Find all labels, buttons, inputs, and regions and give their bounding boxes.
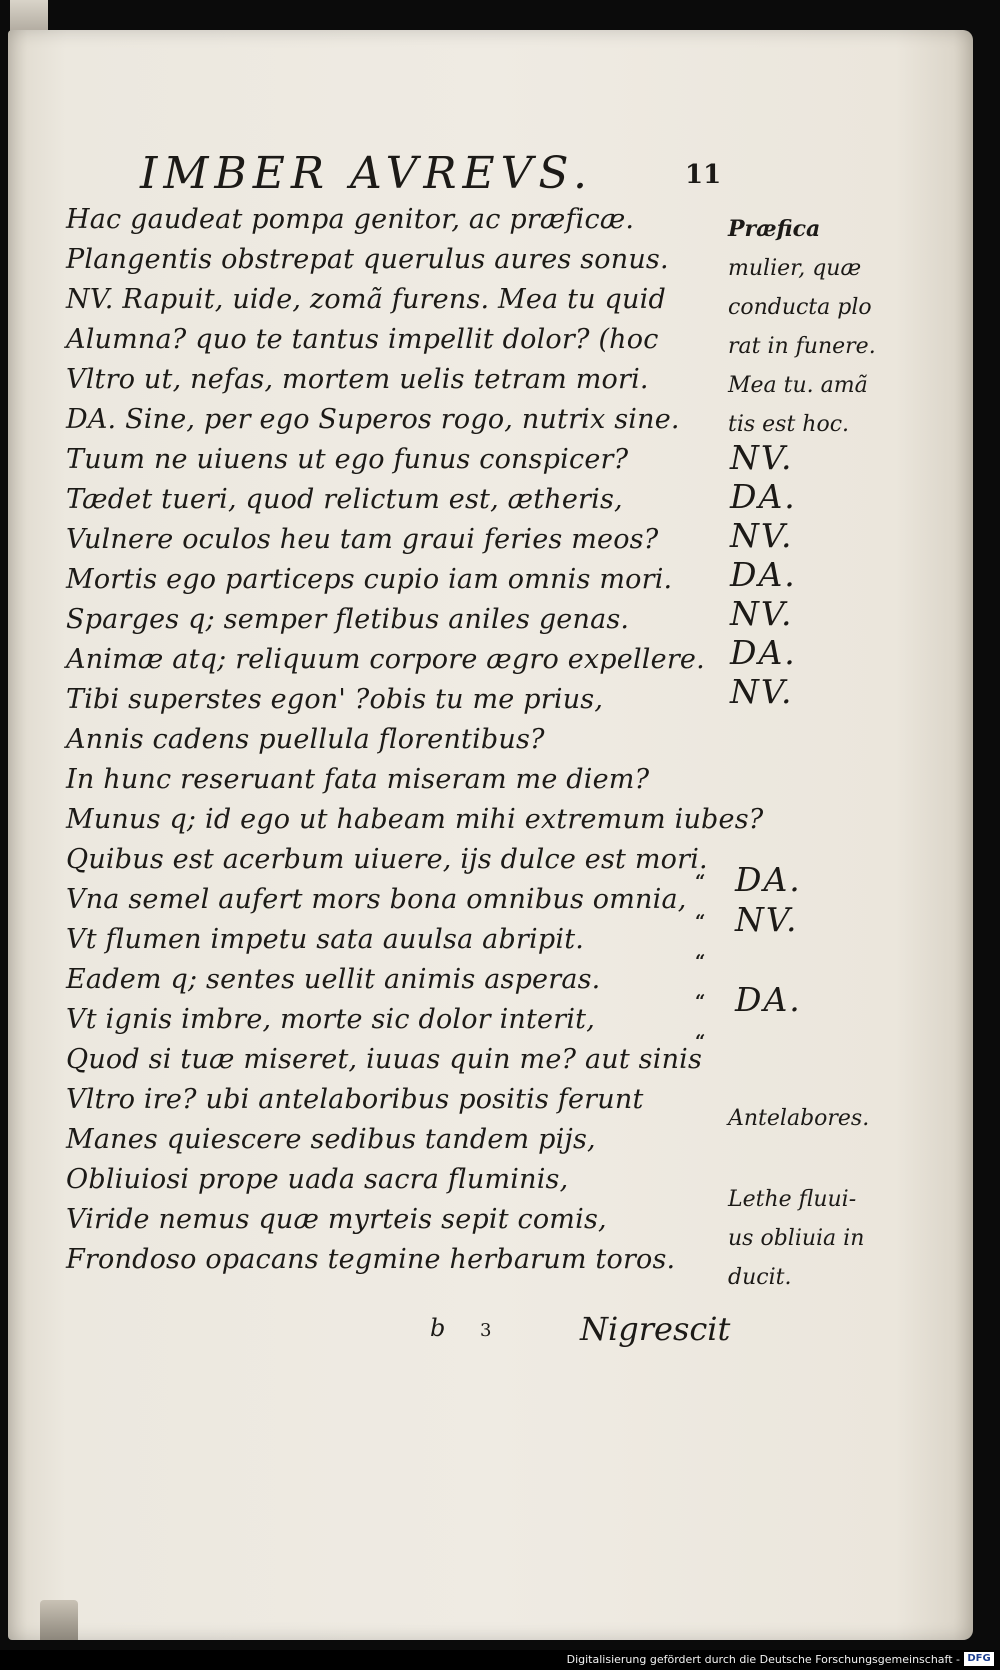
verse-line: Tibi superstes egon' ?obis tu me prius,	[66, 684, 604, 715]
verse-line: DA. Sine, per ego Superos rogo, nutrix sine.	[66, 404, 680, 435]
verse-line: Tædet tueri, quod relictum est, ætheris,	[66, 484, 623, 515]
gloss-line: tis est hoc.	[728, 412, 850, 437]
verse-line: Quod si tuæ miseret, iuuas quin me? aut sinis	[66, 1044, 703, 1075]
verse-line: Sparges q; semper fletibus aniles genas.	[66, 604, 630, 635]
catchword: Nigrescit	[580, 1310, 731, 1348]
page-footer	[430, 1310, 760, 1354]
gloss-line: mulier, quæ	[728, 256, 862, 281]
verse-line: Annis cadens puellula florentibus?	[66, 724, 545, 755]
speaker-label: NV.	[735, 900, 799, 939]
verse-line: Vt ignis imbre, morte sic dolor interit,	[66, 1004, 596, 1035]
sententia-quote-marks	[695, 862, 725, 1062]
running-title: IMBER AVREVS.	[140, 148, 593, 199]
speaker-label: DA.	[730, 555, 797, 594]
verse-line: Vltro ut, nefas, mortem uelis tetram mori.	[66, 364, 649, 395]
speaker-label: NV.	[730, 672, 794, 711]
verse-line: Vt flumen impetu sata auulsa abripit.	[66, 924, 585, 955]
gloss-line: Mea tu. amã	[728, 373, 868, 398]
verse-line: Mortis ego particeps cupio iam omnis mori.	[66, 564, 673, 595]
speaker-label	[735, 940, 855, 980]
gloss-line: Antelabores.	[728, 1106, 870, 1131]
verse-line: Tuum ne uiuens ut ego funus conspicer?	[66, 444, 629, 475]
gloss-line: Lethe fluui-	[728, 1187, 857, 1212]
speaker-label: NV.	[730, 516, 794, 555]
verse-line: Animæ atq; reliquum corpore ægro expellere.	[66, 644, 705, 675]
quote-mark: “	[695, 871, 706, 892]
dfg-logo: DFG	[964, 1652, 994, 1666]
speaker-label: DA.	[730, 477, 797, 516]
verse-line: Eadem q; sentes uellit animis asperas.	[66, 964, 601, 995]
speaker-column-upper	[730, 438, 850, 711]
verse-line: Alumna? quo te tantus impellit dolor? (hoc	[66, 324, 659, 355]
verse-line: Quibus est acerbum uiuere, ijs dulce est mori.	[66, 844, 708, 875]
quote-mark: “	[695, 951, 706, 972]
speaker-label: NV.	[730, 438, 794, 477]
quote-mark: “	[695, 991, 706, 1012]
speaker-label: NV.	[730, 594, 794, 633]
verse-line: Hac gaudeat pompa genitor, ac præficæ.	[66, 204, 635, 235]
digitization-credit: Digitalisierung gefördert durch die Deutsche Forschungsgemeinschaft -	[566, 1653, 960, 1666]
speaker-label: DA.	[730, 633, 797, 672]
verse-line: Vulnere oculos heu tam graui feries meos?	[66, 524, 659, 555]
speaker-column-lower	[735, 860, 855, 1020]
speaker-label: DA.	[735, 860, 802, 899]
marginal-gloss-praefica	[728, 210, 898, 444]
speaker-label: DA.	[735, 980, 802, 1019]
binding-clip-bottom	[40, 1600, 78, 1640]
verse-line: Manes quiescere sedibus tandem pijs,	[66, 1124, 596, 1155]
gloss-line: us obliuia in	[728, 1226, 865, 1251]
verse-line: In hunc reseruant fata miseram me diem?	[66, 764, 650, 795]
verse-line: NV. Rapuit, uide, zomã furens. Mea tu quid	[66, 284, 666, 315]
marginal-gloss-lethe	[728, 1180, 908, 1297]
verse-line: Vltro ire? ubi antelaboribus positis ferunt	[66, 1084, 644, 1115]
verse-block	[66, 200, 764, 1280]
gloss-line: rat in funere.	[728, 334, 876, 359]
gloss-line: conducta plo	[728, 295, 872, 320]
verse-line: Munus q; id ego ut habeam mihi extremum iubes?	[66, 804, 764, 835]
verse-line: Vna semel aufert mors bona omnibus omnia,	[66, 884, 687, 915]
verse-line: Obliuiosi prope uada sacra fluminis,	[66, 1164, 569, 1195]
quote-mark: “	[695, 911, 706, 932]
verse-line: Frondoso opacans tegmine herbarum toros.	[66, 1244, 676, 1275]
marginal-gloss-antelabores	[728, 1099, 908, 1138]
verse-line: Viride nemus quæ myrteis sepit comis,	[66, 1204, 607, 1235]
gloss-line: Præfica	[728, 216, 821, 242]
quote-mark: “	[695, 1031, 706, 1052]
gloss-line: ducit.	[728, 1265, 792, 1290]
signature-number: 3	[480, 1320, 492, 1341]
verse-line: Plangentis obstrepat querulus aures sonus.	[66, 244, 669, 275]
signature-mark: b	[430, 1314, 446, 1342]
page-number: 11	[685, 160, 722, 190]
